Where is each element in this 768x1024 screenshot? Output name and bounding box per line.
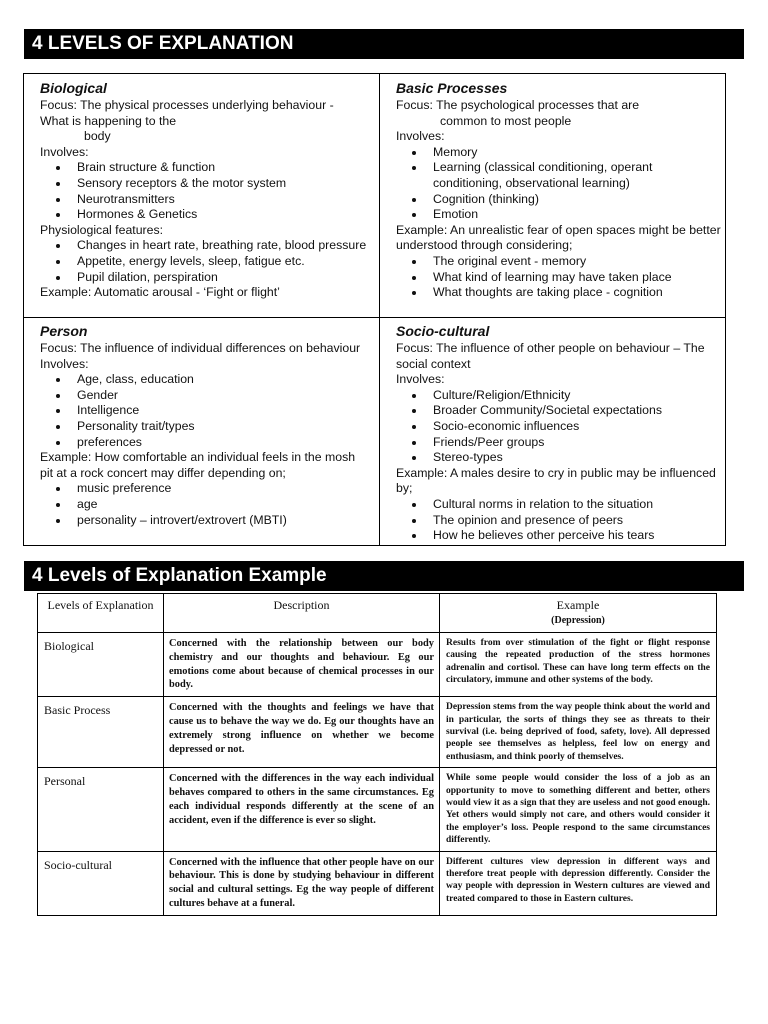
list-item: Memory xyxy=(396,145,721,161)
involves-label: Involves: xyxy=(40,144,89,159)
list-item: preferences xyxy=(40,435,370,451)
list-item: Changes in heart rate, breathing rate, blood pressure xyxy=(40,238,370,254)
list-item: Intelligence xyxy=(40,403,370,419)
section-title-levels: 4 LEVELS OF EXPLANATION xyxy=(24,29,744,59)
list-item: Culture/Religion/Ethnicity xyxy=(396,388,721,404)
example-text: Example: A males desire to cry in public may be influenced by; xyxy=(396,465,716,496)
involves-label: Involves: xyxy=(396,372,445,387)
levels-grid xyxy=(23,73,726,546)
list-item: Emotion xyxy=(396,207,721,223)
example-list xyxy=(396,254,721,301)
focus-text: Focus: The psychological processes that are xyxy=(396,98,640,112)
involves-label: Involves: xyxy=(40,356,89,371)
list-item: Appetite, energy levels, sleep, fatigue etc. xyxy=(40,254,370,270)
list-item: Sensory receptors & the motor system xyxy=(40,176,370,192)
features-label: Physiological features: xyxy=(40,222,164,237)
involves-list xyxy=(396,388,721,466)
example-text: Example: Automatic arousal - ‘Fight or flight’ xyxy=(40,285,280,300)
list-item: Friends/Peer groups xyxy=(396,435,721,451)
grid-divider-vertical xyxy=(379,74,380,545)
focus-text: Focus: The physical processes underlying behaviour - xyxy=(40,98,334,112)
list-item: Broader Community/Societal expectations xyxy=(396,403,721,419)
header-levels: Levels of Explanation xyxy=(38,594,164,633)
list-item: Cultural norms in relation to the situation xyxy=(396,497,721,513)
list-item: Learning (classical conditioning, operant conditioning, observational learning) xyxy=(396,160,721,191)
list-item: age xyxy=(40,497,370,513)
row-description: Concerned with the influence that other people have on our behaviour. This is done by studying behaviour in different social and cultural settings. Eg the way people of different cultures behave at a funeral. xyxy=(164,851,440,915)
list-item: Personality trait/types xyxy=(40,419,370,435)
example-text: Example: An unrealistic fear of open spaces might be better understood through considering; xyxy=(396,222,721,253)
row-level: Biological xyxy=(38,633,164,697)
list-item: Brain structure & function xyxy=(40,160,370,176)
list-item: Cognition (thinking) xyxy=(396,192,721,208)
row-description: Concerned with the thoughts and feelings we have that cause us to behave the way we do. Eg our thoughts have an extremely strong influence on whether we become depressed or not. xyxy=(164,697,440,768)
examples-table xyxy=(37,593,717,916)
row-example: Different cultures view depression in different ways and therefore treat people with depression differently. Consider the way people with depression in Western cultures are viewed and treated compared to those in Eastern cultures. xyxy=(440,851,717,915)
list-item: Pupil dilation, perspiration xyxy=(40,270,370,286)
header-example-sub: (Depression) xyxy=(551,615,605,626)
list-item: music preference xyxy=(40,481,370,497)
involves-list xyxy=(40,160,370,222)
header-description: Description xyxy=(164,594,440,633)
features-list xyxy=(40,238,370,285)
focus-text: common to most people xyxy=(440,113,572,128)
list-item: personality – introvert/extrovert (MBTI) xyxy=(40,513,370,529)
row-example: While some people would consider the loss of a job as an opportunity to move to something different and better, others would view it as a sign that they are useless and not good enough. Yet others would simply not care, and others would consider it the employer’s loss. People respond to the same circumstances differently. xyxy=(440,768,717,851)
example-list xyxy=(396,497,721,544)
header-example-label: Example xyxy=(556,598,600,612)
cell-person xyxy=(40,323,370,528)
focus-text: Focus: The influence of other people on behaviour – The social context xyxy=(396,341,705,371)
section-title-example: 4 Levels of Explanation Example xyxy=(24,561,744,591)
row-level: Socio-cultural xyxy=(38,851,164,915)
cell-basic-processes xyxy=(396,80,721,301)
cell-title: Socio-cultural xyxy=(396,323,490,339)
cell-title: Biological xyxy=(40,80,107,96)
involves-list xyxy=(396,145,721,223)
list-item: Age, class, education xyxy=(40,372,370,388)
cell-title: Basic Processes xyxy=(396,80,508,96)
table-row xyxy=(38,851,717,915)
row-example: Depression stems from the way people think about the world and in particular, the sorts of things they see as threats to their survival (i.e. being deprived of food, safety, love). All depressed people see themselves as helpless, feel low on energy and enthusiasm, and think poorly of themselves. xyxy=(440,697,717,768)
table-row xyxy=(38,768,717,851)
cell-socio-cultural xyxy=(396,323,721,544)
list-item: The opinion and presence of peers xyxy=(396,513,721,529)
list-item: Neurotransmitters xyxy=(40,192,370,208)
involves-label: Involves: xyxy=(396,129,445,144)
list-item: Socio-economic influences xyxy=(396,419,721,435)
row-example: Results from over stimulation of the fight or flight response causing the repeated production of the stress hormones adrenalin and cortisol. These can have long term effects on the circulatory, immune and other systems of the body. xyxy=(440,633,717,697)
cell-biological xyxy=(40,80,370,301)
cell-title: Person xyxy=(40,323,88,339)
focus-text: Focus: The influence of individual differences on behaviour xyxy=(40,341,361,355)
list-item: What kind of learning may have taken place xyxy=(396,270,721,286)
list-item: What thoughts are taking place - cognition xyxy=(396,285,721,301)
table-row xyxy=(38,697,717,768)
row-description: Concerned with the relationship between our body chemistry and our thoughts and behaviour. Eg our emotions come about because of chemical processes in our body. xyxy=(164,633,440,697)
row-level: Personal xyxy=(38,768,164,851)
list-item: Gender xyxy=(40,388,370,404)
example-list xyxy=(40,481,370,528)
example-text: Example: How comfortable an individual feels in the mosh pit at a rock concert may differ depending on; xyxy=(40,450,356,480)
involves-list xyxy=(40,372,370,450)
header-example xyxy=(440,594,717,633)
list-item: How he believes other perceive his tears xyxy=(396,528,721,544)
list-item: Hormones & Genetics xyxy=(40,207,370,223)
row-level: Basic Process xyxy=(38,697,164,768)
list-item: The original event - memory xyxy=(396,254,721,270)
grid-divider-horizontal xyxy=(24,317,725,318)
list-item: Stereo-types xyxy=(396,450,721,466)
table-row xyxy=(38,633,717,697)
focus-text: body xyxy=(84,129,111,144)
table-header-row xyxy=(38,594,717,633)
row-description: Concerned with the differences in the way each individual behaves compared to others in the same circumstances. Eg each individual responds differently at the scene of an accident, even if the difference is ever so slight. xyxy=(164,768,440,851)
focus-text: What is happening to the xyxy=(40,113,177,128)
